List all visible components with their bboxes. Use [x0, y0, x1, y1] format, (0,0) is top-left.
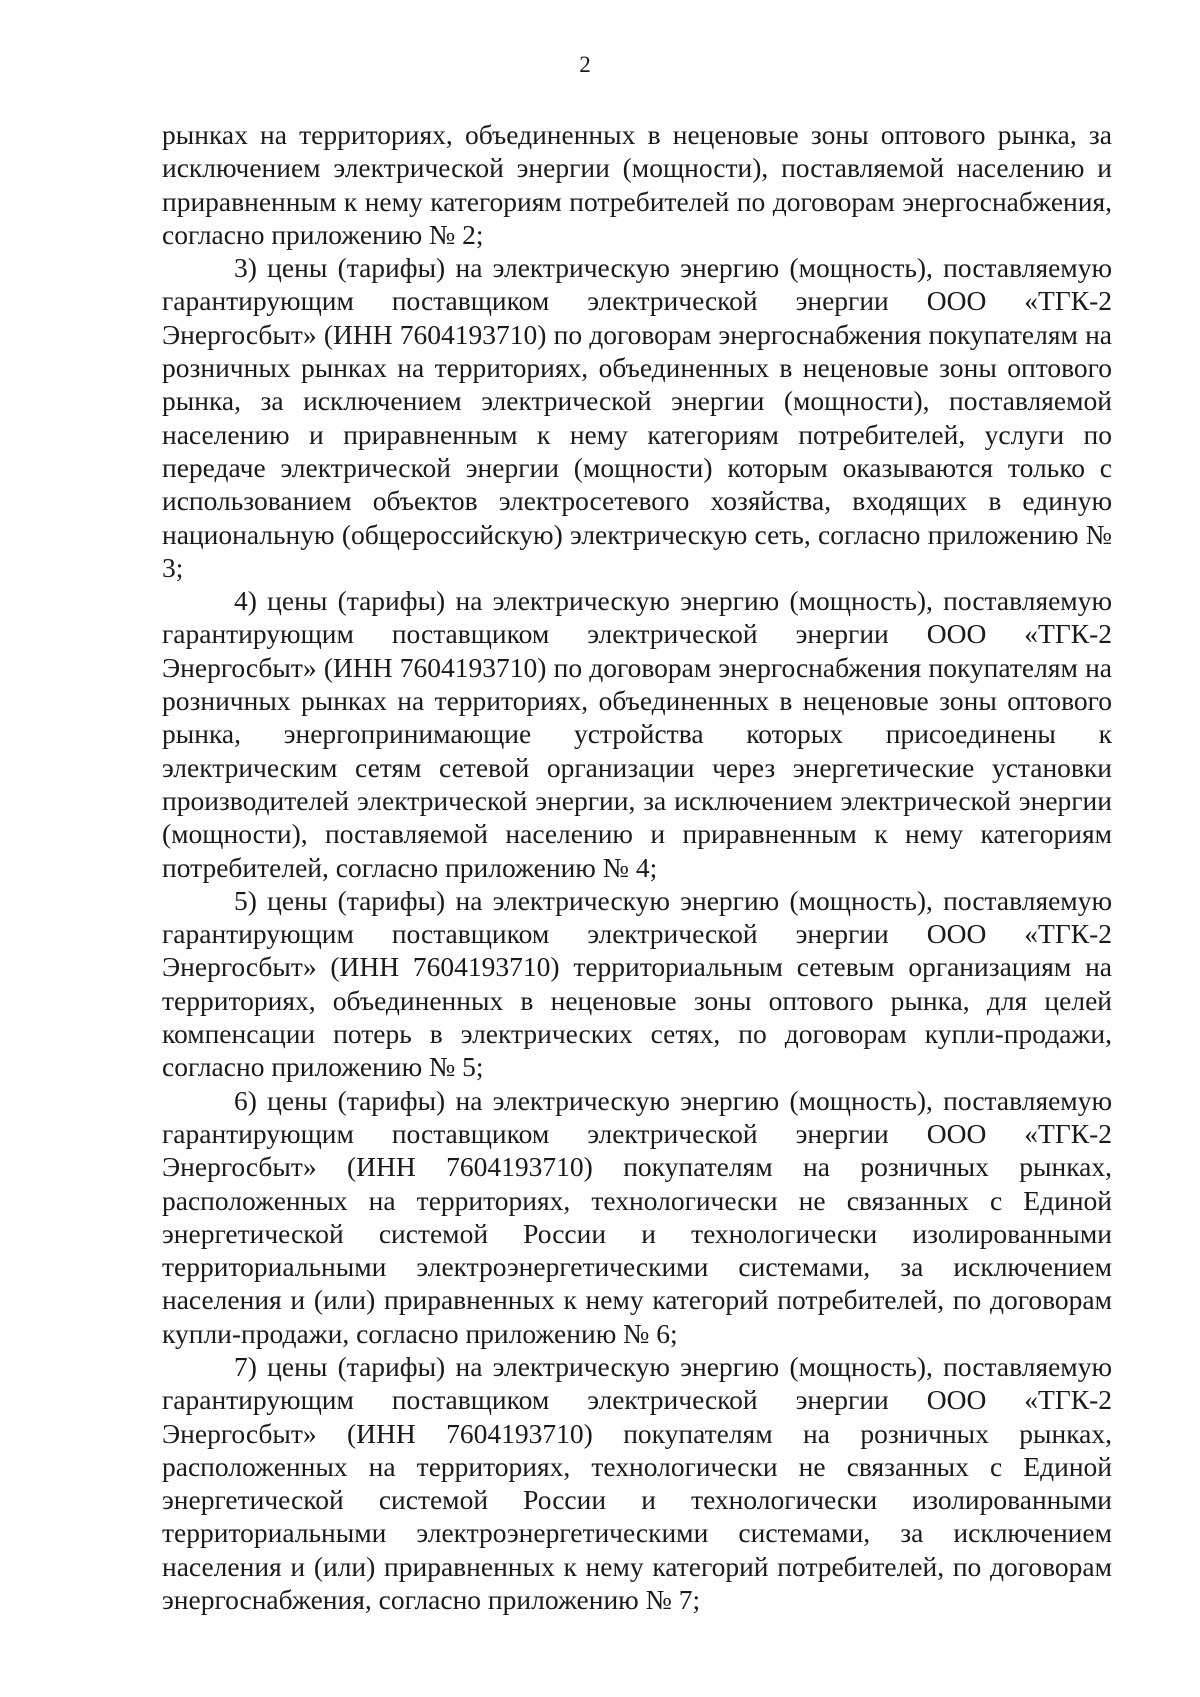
paragraph-continuation: рынках на территориях, объединенных в неценовые зоны оптового рынка, за исключением электрической энергии (мощности), поставляемой населению и приравненным к нему категориям потребителей по договорам энергоснабжения, согласно приложению № 2;: [162, 119, 1112, 250]
paragraph-item-4: 4) цены (тарифы) на электрическую энергию (мощность), поставляемую гарантирующим поставщиком электрической энергии ООО «ТГК-2 Энергосбыт» (ИНН 7604193710) по договорам энергоснабжения покупателям на розничных рынках на территориях, объединенных в неценовые зоны оптового рынка, энергопринимающие устройства которых присоединены к электрическим сетям сетевой организации через энергетические установки производителей электрической энергии, за исключением электрической энергии (мощности), поставляемой населению и приравненным к нему категориям потребителей, согласно приложению № 4;: [162, 585, 1112, 883]
document-body: [162, 118, 1112, 1616]
paragraph-item-3: 3) цены (тарифы) на электрическую энергию (мощность), поставляемую гарантирующим поставщиком электрической энергии ООО «ТГК-2 Энергосбыт» (ИНН 7604193710) по договорам энергоснабжения покупателям на розничных рынках на территориях, объединенных в неценовые зоны оптового рынка, за исключением электрической энергии (мощности), поставляемой населению и приравненным к нему категориям потребителей, услуги по передаче электрической энергии (мощности) которым оказываются только с использованием объектов электросетевого хозяйства, входящих в единую национальную (общероссийскую) электрическую сеть, согласно приложению № 3;: [162, 252, 1112, 583]
paragraph-item-5: 5) цены (тарифы) на электрическую энергию (мощность), поставляемую гарантирующим поставщиком электрической энергии ООО «ТГК-2 Энергосбыт» (ИНН 7604193710) территориальным сетевым организациям на территориях, объединенных в неценовые зоны оптового рынка, для целей компенсации потерь в электрических сетях, по договорам купли-продажи, согласно приложению № 5;: [162, 884, 1112, 1083]
page-number: 2: [579, 52, 591, 77]
paragraph-item-7: 7) цены (тарифы) на электрическую энергию (мощность), поставляемую гарантирующим поставщиком электрической энергии ООО «ТГК-2 Энергосбыт» (ИНН 7604193710) покупателям на розничных рынках, расположенных на территориях, технологически не связанных с Единой энергетической системой России и технологически изолированными территориальными электроэнергетическими системами, за исключением населения и (или) приравненных к нему категорий потребителей, по договорам энергоснабжения, согласно приложению № 7;: [162, 1350, 1112, 1616]
paragraph-item-6: 6) цены (тарифы) на электрическую энергию (мощность), поставляемую гарантирующим поставщиком электрической энергии ООО «ТГК-2 Энергосбыт» (ИНН 7604193710) покупателям на розничных рынках, расположенных на территориях, технологически не связанных с Единой энергетической системой России и технологически изолированными территориальными электроэнергетическими системами, за исключением населения и (или) приравненных к нему категорий потребителей, по договорам купли-продажи, согласно приложению № 6;: [162, 1084, 1112, 1349]
